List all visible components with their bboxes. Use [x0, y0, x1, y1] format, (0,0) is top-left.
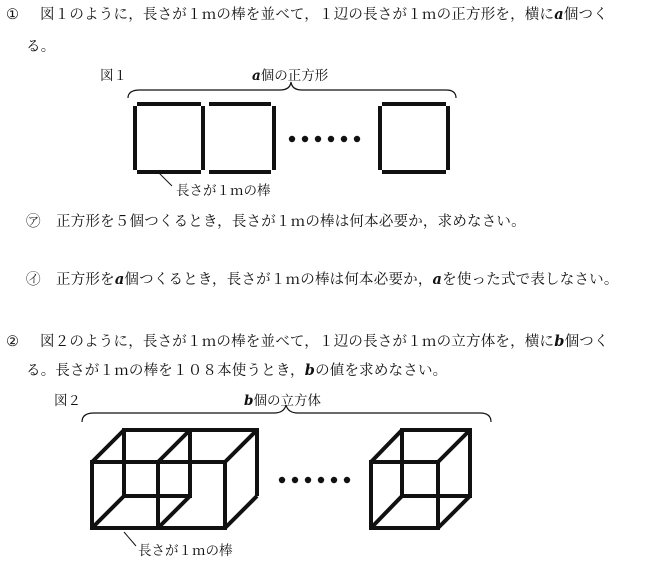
qi-number: ㋑: [26, 272, 41, 288]
q1-text-post: 個つく: [563, 7, 608, 23]
q1-var-a: a: [554, 6, 564, 23]
fig1-brace-text: 個の正方形: [260, 68, 329, 84]
fig2-diag: [158, 496, 190, 528]
qi-var-a: a: [114, 271, 125, 288]
fig2-diag: [158, 430, 190, 462]
fig2-label: 図２: [54, 393, 81, 409]
fig2-diag: [92, 496, 124, 528]
fig1-brace: [128, 82, 456, 98]
fig1-leader-line: [158, 172, 172, 186]
fig2-diag: [438, 496, 470, 528]
q2-text-post: 個つく: [564, 334, 609, 350]
qi-text-pre: 正方形を: [56, 272, 115, 288]
q1-text-pre: 図１のように，長さが１ｍの棒を並べて，１辺の長さが１ｍの正方形を，横に: [40, 7, 555, 23]
qi-var-a-2: a: [432, 271, 443, 288]
q2-var-b-2: b: [304, 362, 316, 379]
fig1-brace-var: a: [252, 68, 261, 84]
fig2-diag: [225, 496, 257, 528]
fig1-label: 図１: [100, 68, 127, 84]
fig2-dots: [279, 477, 350, 483]
qi-text-mid: 個つくるとき，長さが１ｍの棒は何本必要か，: [124, 272, 433, 288]
fig2-diag: [371, 430, 402, 462]
qa-number: ㋐: [26, 214, 41, 230]
fig2-diag: [438, 430, 470, 462]
fig2-diag: [371, 496, 402, 528]
fig2-diag: [92, 430, 124, 462]
q2-text-pre: 図２のように，長さが１ｍの棒を並べて，１辺の長さが１ｍの立方体を，横に: [40, 334, 555, 350]
q2-text-line2-post: の値を求めなさい。: [315, 363, 448, 379]
q2-number: ②: [6, 334, 20, 350]
fig2-diag: [225, 430, 257, 462]
fig1-stick-label: 長さが１ｍの棒: [176, 183, 271, 199]
q1-number: ①: [6, 7, 20, 23]
q1-text-line2: る。: [26, 39, 56, 55]
qa-text: 正方形を５個つくるとき，長さが１ｍの棒は何本必要か，求めなさい。: [56, 214, 526, 230]
fig2-brace: [82, 405, 491, 422]
fig2-brace-var: b: [244, 393, 254, 409]
fig2-brace-text: 個の立方体: [253, 393, 321, 409]
q2-text-line2-pre: る。長さが１ｍの棒を１０８本使うとき，: [26, 363, 305, 379]
fig2-leader-line: [124, 532, 136, 546]
fig2-stick-label: 長さが１ｍの棒: [138, 543, 233, 559]
qi-text-post: を使った式で表しなさい。: [442, 272, 619, 288]
q2-var-b: b: [554, 333, 565, 350]
fig1-dots: [289, 136, 360, 142]
